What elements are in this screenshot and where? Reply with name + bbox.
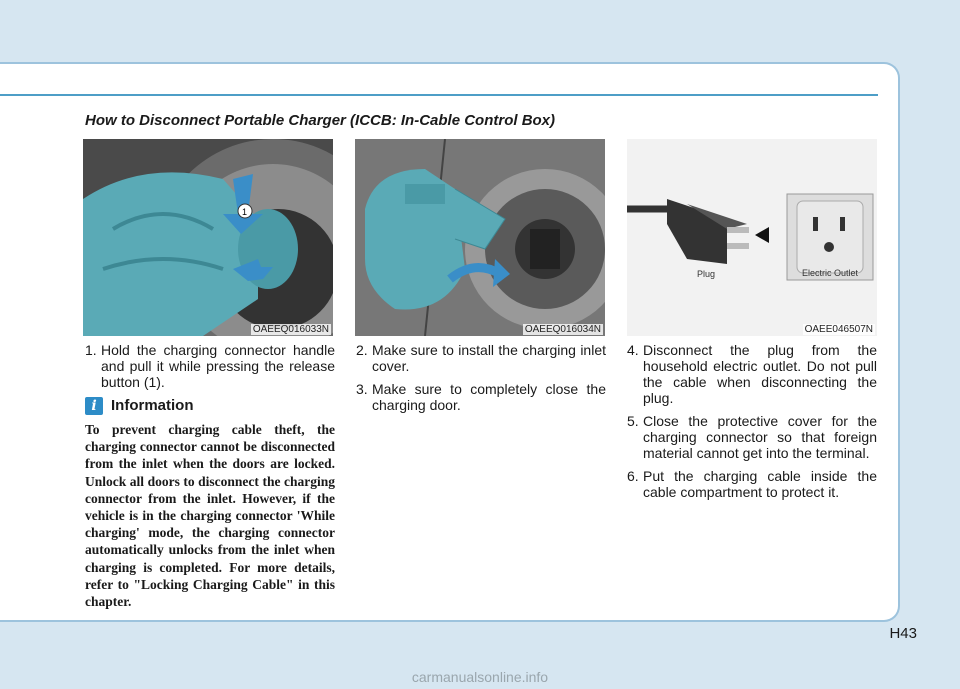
- column-2: [356, 342, 606, 420]
- figure-disconnect-connector: [83, 139, 333, 336]
- info-icon: i: [85, 397, 103, 415]
- watermark: carmanualsonline.info: [411, 669, 549, 685]
- plug-outlet-illustration: [627, 139, 877, 336]
- figure-code: OAEEQ016034N: [524, 324, 601, 335]
- step-4: 4. Disconnect the plug from the household electric outlet. Do not pull the cable when disconnecting the plug.: [627, 342, 877, 406]
- step-6: 6. Put the charging cable inside the cable compartment to protect it.: [627, 468, 877, 500]
- plug-label: Plug: [697, 269, 716, 279]
- information-title: Information: [111, 397, 194, 414]
- steps-list: [356, 342, 606, 413]
- figure-plug-outlet: [627, 139, 877, 336]
- inlet-cover-illustration: [355, 139, 605, 336]
- step-2: 2. Make sure to install the charging inlet cover.: [356, 342, 606, 374]
- column-1: [85, 342, 335, 610]
- step-5: 5. Close the protective cover for the charging connector so that foreign material cannot get into the terminal.: [627, 413, 877, 461]
- outlet-label: Electric Outlet: [802, 268, 859, 278]
- connector-illustration: [83, 139, 333, 336]
- information-header: [85, 397, 335, 415]
- figure-code: OAEEQ016033N: [252, 324, 329, 335]
- header-rule: [0, 94, 878, 96]
- figure-code: OAEE046507N: [804, 324, 873, 335]
- section-title: How to Disconnect Portable Charger (ICCB: In-Cable Control Box): [85, 112, 556, 129]
- steps-list: [627, 342, 877, 500]
- steps-list: [85, 342, 335, 390]
- step-3: 3. Make sure to completely close the charging door.: [356, 381, 606, 413]
- information-text: To prevent charging cable theft, the charging connector cannot be disconnected from the inlet when the doors are locked. Unlock all doors to disconnect the charging connector from the inlet. However, if the vehicle is in the charging connector 'While charging' mode, the charging connector automatically unlocks from the inlet when charging is completed. For more details, refer to "Locking Charging Cable" in this chapter.: [85, 422, 335, 610]
- callout-1: 1: [242, 207, 248, 217]
- step-1: 1. Hold the charging connector handle and pull it while pressing the release button (1).: [85, 342, 335, 390]
- column-3: [627, 342, 877, 507]
- figure-inlet-cover: [355, 139, 605, 336]
- page-number: H43: [889, 625, 917, 642]
